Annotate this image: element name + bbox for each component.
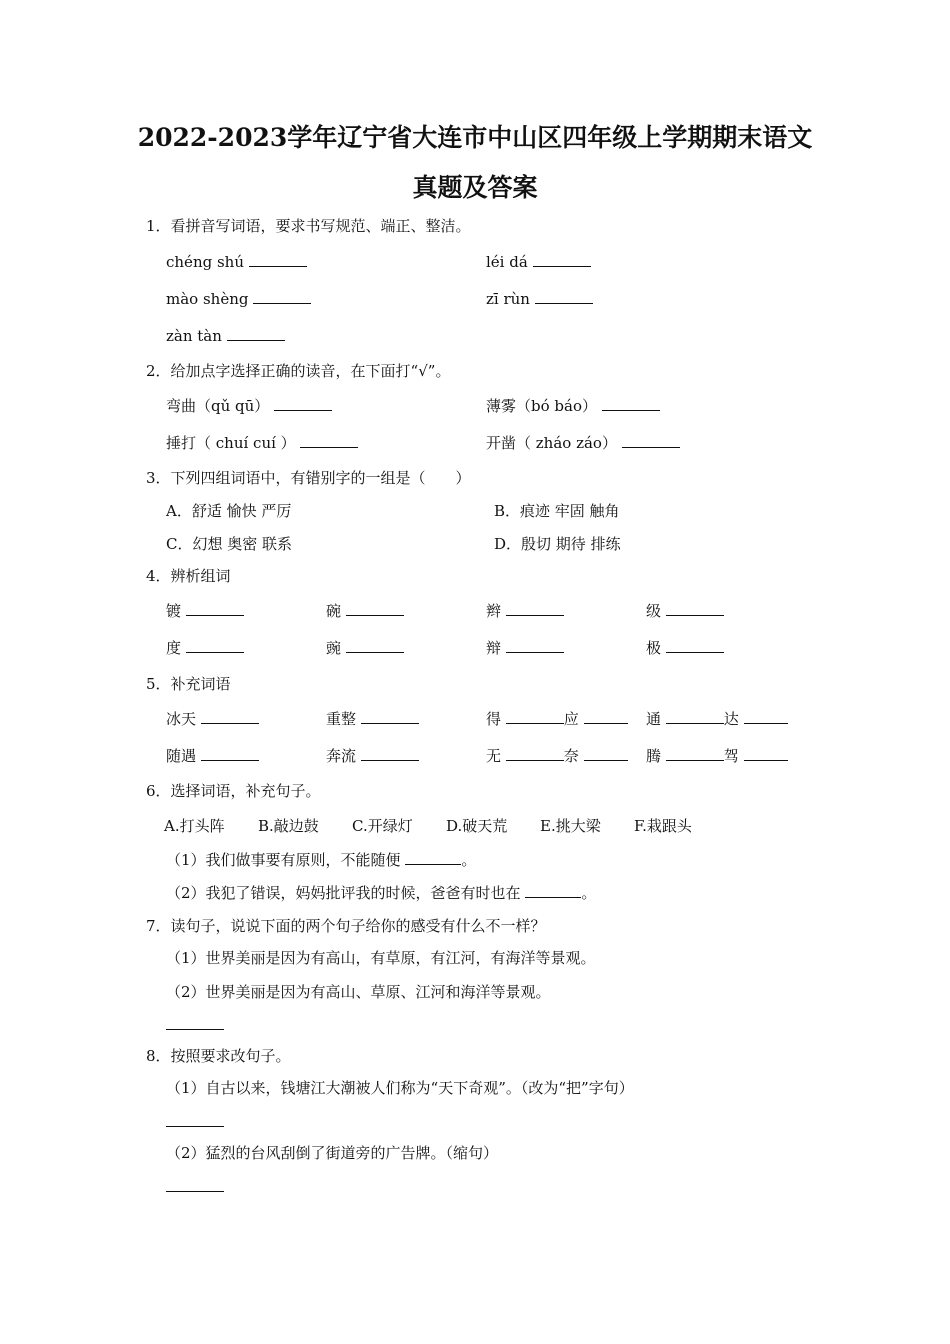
- sentence-end: 。: [581, 884, 597, 902]
- q1-item-1: [166, 252, 307, 272]
- word-pinyin: 薄雾（bó báo）: [486, 397, 597, 415]
- char: 碗: [326, 602, 342, 620]
- answer-blank[interactable]: [300, 433, 358, 448]
- char: 奈: [563, 747, 579, 765]
- q4-r1-c2: [326, 601, 404, 621]
- answer-blank[interactable]: [186, 638, 244, 653]
- q2-item-3: [166, 433, 358, 453]
- q8-sentence-2: （2）猛烈的台风刮倒了街道旁的广告牌。（缩句）: [166, 1144, 499, 1162]
- answer-blank[interactable]: [666, 709, 724, 724]
- q3-option-a[interactable]: A．舒适 愉快 严厉: [166, 502, 292, 520]
- answer-blank[interactable]: [346, 638, 404, 653]
- q5-r1-d: [646, 709, 788, 729]
- answer-blank[interactable]: [622, 433, 680, 448]
- q5-r1-a: [166, 709, 259, 729]
- q5-r2-b: [326, 746, 419, 766]
- q1-item-4: [486, 289, 593, 309]
- answer-blank[interactable]: [361, 746, 419, 761]
- answer-blank[interactable]: [249, 252, 307, 267]
- q6-sentence-2: [166, 883, 596, 903]
- answer-blank[interactable]: [274, 396, 332, 411]
- pinyin: zàn tàn: [166, 327, 222, 345]
- answer-blank[interactable]: [506, 601, 564, 616]
- sentence-text: （2）我犯了错误，妈妈批评我的时候，爸爸有时也在: [166, 884, 521, 902]
- answer-blank[interactable]: [506, 638, 564, 653]
- q3-option-c[interactable]: C．幻想 奥密 联系: [166, 535, 293, 553]
- q2-stem: 2．给加点字选择正确的读音，在下面打“√”。: [146, 362, 451, 380]
- q5-r1-b: [326, 709, 419, 729]
- q4-r2-c1: [166, 638, 244, 658]
- pinyin: chéng shú: [166, 253, 244, 271]
- q5-r2-a: [166, 746, 259, 766]
- answer-blank[interactable]: [346, 601, 404, 616]
- answer-blank[interactable]: [584, 746, 628, 761]
- char: 度: [166, 639, 182, 657]
- answer-blank[interactable]: [166, 1015, 224, 1030]
- q8-sentence-1: （1）自古以来，钱塘江大潮被人们称为“天下奇观”。（改为“把”字句）: [166, 1079, 634, 1097]
- word-pinyin: 捶打（ chuí cuí ）: [166, 434, 296, 452]
- q8-stem: 8．按照要求改句子。: [146, 1047, 291, 1065]
- q4-r2-c4: [646, 638, 724, 658]
- pinyin: mào shèng: [166, 290, 249, 308]
- word-start: 冰天: [166, 710, 197, 728]
- char: 豌: [326, 639, 342, 657]
- q5-stem: 5．补充词语: [146, 675, 231, 693]
- char: 镀: [166, 602, 182, 620]
- q4-r1-c1: [166, 601, 244, 621]
- char: 达: [723, 710, 739, 728]
- answer-blank[interactable]: [405, 850, 461, 865]
- q6-option-b[interactable]: B.敲边鼓: [258, 817, 319, 835]
- q7-sentence-2: （2）世界美丽是因为有高山、草原、江河和海洋等景观。: [166, 983, 551, 1001]
- q4-r2-c2: [326, 638, 404, 658]
- q7-sentence-1: （1）世界美丽是因为有高山，有草原，有江河，有海洋等景观。: [166, 949, 596, 967]
- answer-blank[interactable]: [525, 883, 581, 898]
- q6-option-f[interactable]: F.栽跟头: [634, 817, 692, 835]
- answer-blank[interactable]: [506, 746, 564, 761]
- word-start: 随遇: [166, 747, 197, 765]
- answer-blank[interactable]: [186, 601, 244, 616]
- answer-blank[interactable]: [166, 1177, 224, 1192]
- answer-blank[interactable]: [253, 289, 311, 304]
- sentence-end: 。: [461, 851, 477, 869]
- answer-blank[interactable]: [666, 638, 724, 653]
- q6-option-c[interactable]: C.开绿灯: [352, 817, 413, 835]
- q6-option-e[interactable]: E.挑大梁: [540, 817, 601, 835]
- char: 通: [646, 710, 662, 728]
- q6-stem: 6．选择词语，补充句子。: [146, 782, 321, 800]
- q6-option-d[interactable]: D.破天荒: [446, 817, 508, 835]
- answer-blank[interactable]: [584, 709, 628, 724]
- char: 级: [646, 602, 662, 620]
- answer-blank[interactable]: [744, 746, 788, 761]
- q5-r2-d: [646, 746, 788, 766]
- answer-blank[interactable]: [666, 746, 724, 761]
- word-pinyin: 弯曲（qǔ qū）: [166, 397, 270, 415]
- pinyin: léi dá: [486, 253, 528, 271]
- answer-blank[interactable]: [744, 709, 788, 724]
- q4-r1-c4: [646, 601, 724, 621]
- char: 极: [646, 639, 662, 657]
- q6-option-a[interactable]: A.打头阵: [164, 817, 225, 835]
- answer-blank[interactable]: [506, 709, 564, 724]
- word-start: 奔流: [326, 747, 357, 765]
- q5-r1-c: [486, 709, 628, 729]
- answer-blank[interactable]: [533, 252, 591, 267]
- word-start: 重整: [326, 710, 357, 728]
- q8-answer-blank-2[interactable]: [166, 1177, 224, 1197]
- q1-item-3: [166, 289, 311, 309]
- page-title-line-2: 真题及答案: [412, 173, 538, 202]
- q7-answer-blank[interactable]: [166, 1015, 224, 1035]
- q4-r1-c3: [486, 601, 564, 621]
- q1-stem: 1．看拼音写词语，要求书写规范、端正、整洁。: [146, 217, 471, 235]
- char: 辩: [486, 639, 502, 657]
- q4-r2-c3: [486, 638, 564, 658]
- q4-stem: 4．辨析组词: [146, 567, 231, 585]
- answer-blank[interactable]: [201, 709, 259, 724]
- q3-option-b[interactable]: B．痕迹 牢固 触角: [494, 502, 620, 520]
- q8-answer-blank-1[interactable]: [166, 1112, 224, 1132]
- answer-blank[interactable]: [227, 326, 285, 341]
- q3-stem: 3．下列四组词语中，有错别字的一组是（ ）: [146, 469, 471, 487]
- q5-r2-c: [486, 746, 628, 766]
- char: 驾: [723, 747, 739, 765]
- q1-item-2: [486, 252, 591, 272]
- q3-option-d[interactable]: D．殷切 期待 排练: [494, 535, 621, 553]
- q2-item-1: [166, 396, 332, 416]
- page-title-line-1: 2022-2023学年辽宁省大连市中山区四年级上学期期末语文: [137, 123, 813, 152]
- char: 应: [563, 710, 579, 728]
- q6-sentence-1: [166, 850, 476, 870]
- answer-blank[interactable]: [535, 289, 593, 304]
- answer-blank[interactable]: [166, 1112, 224, 1127]
- sentence-text: （1）我们做事要有原则，不能随便: [166, 851, 401, 869]
- answer-blank[interactable]: [201, 746, 259, 761]
- answer-blank[interactable]: [361, 709, 419, 724]
- q2-item-4: [486, 433, 680, 453]
- answer-blank[interactable]: [666, 601, 724, 616]
- answer-blank[interactable]: [602, 396, 660, 411]
- char: 辫: [486, 602, 502, 620]
- char: 无: [486, 747, 502, 765]
- pinyin: zī rùn: [486, 290, 530, 308]
- q2-item-2: [486, 396, 660, 416]
- char: 得: [486, 710, 502, 728]
- char: 腾: [646, 747, 662, 765]
- q7-stem: 7．读句子，说说下面的两个句子给你的感受有什么不一样？: [146, 917, 546, 935]
- word-pinyin: 开凿（ zháo záo）: [486, 434, 617, 452]
- q1-item-5: [166, 326, 285, 346]
